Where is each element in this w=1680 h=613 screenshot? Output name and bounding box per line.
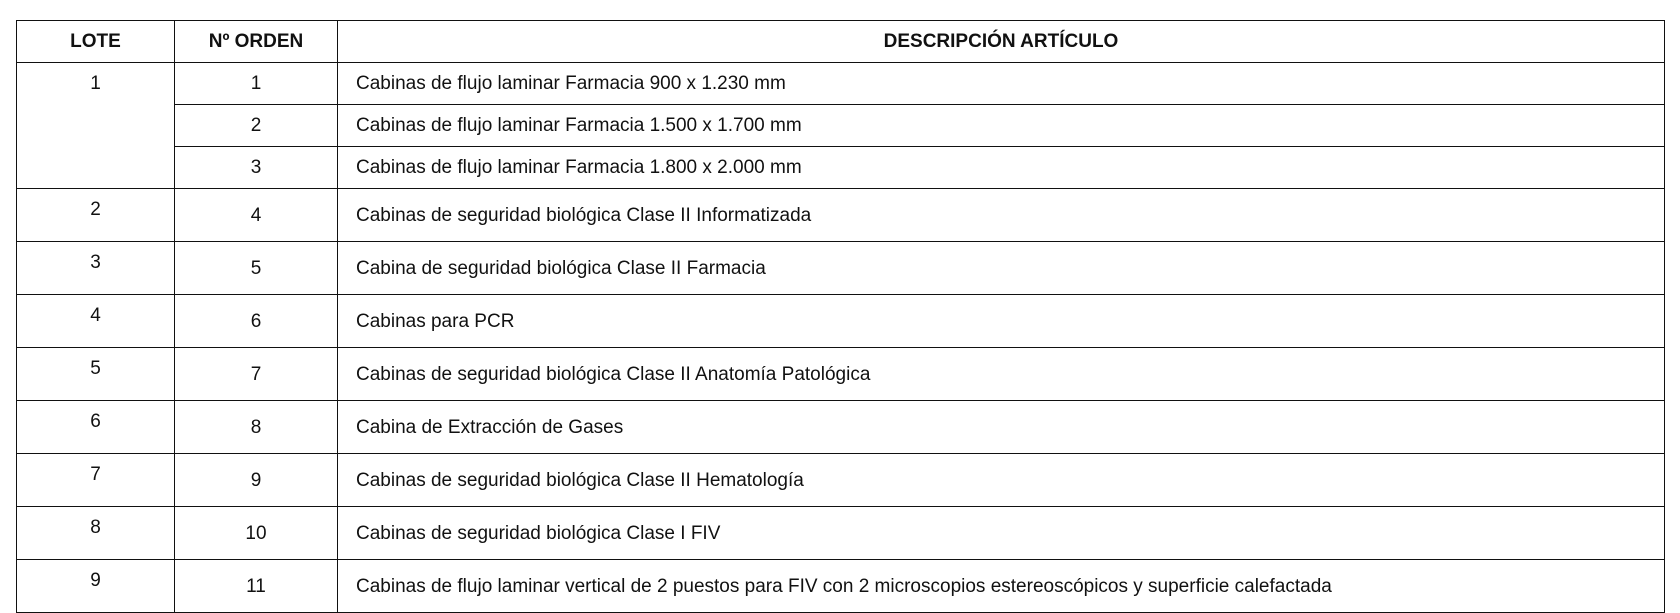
lots-table-container: [16, 20, 1664, 613]
cell-orden: 4: [175, 189, 338, 242]
cell-orden: 5: [175, 242, 338, 295]
table-row: [17, 105, 1665, 147]
header-orden: Nº ORDEN: [175, 21, 338, 63]
cell-lote: 3: [17, 242, 175, 295]
cell-descripcion: Cabinas de flujo laminar vertical de 2 puestos para FIV con 2 microscopios estereoscópicos y superficie calefactada: [338, 560, 1665, 613]
cell-lote: 9: [17, 560, 175, 613]
cell-descripcion: Cabinas para PCR: [338, 295, 1665, 348]
cell-descripcion: Cabina de Extracción de Gases: [338, 401, 1665, 454]
cell-descripcion: Cabinas de seguridad biológica Clase II Hematología: [338, 454, 1665, 507]
table-row: [17, 147, 1665, 189]
header-descripcion: DESCRIPCIÓN ARTÍCULO: [338, 21, 1665, 63]
cell-orden: 7: [175, 348, 338, 401]
cell-descripcion: Cabinas de flujo laminar Farmacia 900 x 1.230 mm: [338, 63, 1665, 105]
cell-descripcion: Cabinas de seguridad biológica Clase I FIV: [338, 507, 1665, 560]
lots-table: [16, 20, 1665, 613]
cell-lote: 7: [17, 454, 175, 507]
table-row: [17, 507, 1665, 560]
table-header: [17, 21, 1665, 63]
cell-lote: 6: [17, 401, 175, 454]
cell-descripcion: Cabinas de flujo laminar Farmacia 1.800 x 2.000 mm: [338, 147, 1665, 189]
table-body: [17, 63, 1665, 613]
cell-descripcion: Cabinas de seguridad biológica Clase II Anatomía Patológica: [338, 348, 1665, 401]
cell-orden: 1: [175, 63, 338, 105]
cell-orden: 8: [175, 401, 338, 454]
cell-lote: 4: [17, 295, 175, 348]
table-row: [17, 348, 1665, 401]
cell-descripcion: Cabinas de flujo laminar Farmacia 1.500 x 1.700 mm: [338, 105, 1665, 147]
cell-orden: 6: [175, 295, 338, 348]
table-row: [17, 560, 1665, 613]
table-row: [17, 189, 1665, 242]
cell-lote: 8: [17, 507, 175, 560]
cell-lote: 5: [17, 348, 175, 401]
cell-lote: 1: [17, 63, 175, 189]
cell-orden: 11: [175, 560, 338, 613]
table-row: [17, 401, 1665, 454]
header-row: [17, 21, 1665, 63]
cell-descripcion: Cabina de seguridad biológica Clase II Farmacia: [338, 242, 1665, 295]
table-row: [17, 63, 1665, 105]
table-row: [17, 242, 1665, 295]
cell-descripcion: Cabinas de seguridad biológica Clase II Informatizada: [338, 189, 1665, 242]
table-row: [17, 295, 1665, 348]
header-lote: LOTE: [17, 21, 175, 63]
table-row: [17, 454, 1665, 507]
cell-orden: 10: [175, 507, 338, 560]
cell-orden: 2: [175, 105, 338, 147]
cell-orden: 9: [175, 454, 338, 507]
cell-lote: 2: [17, 189, 175, 242]
cell-orden: 3: [175, 147, 338, 189]
